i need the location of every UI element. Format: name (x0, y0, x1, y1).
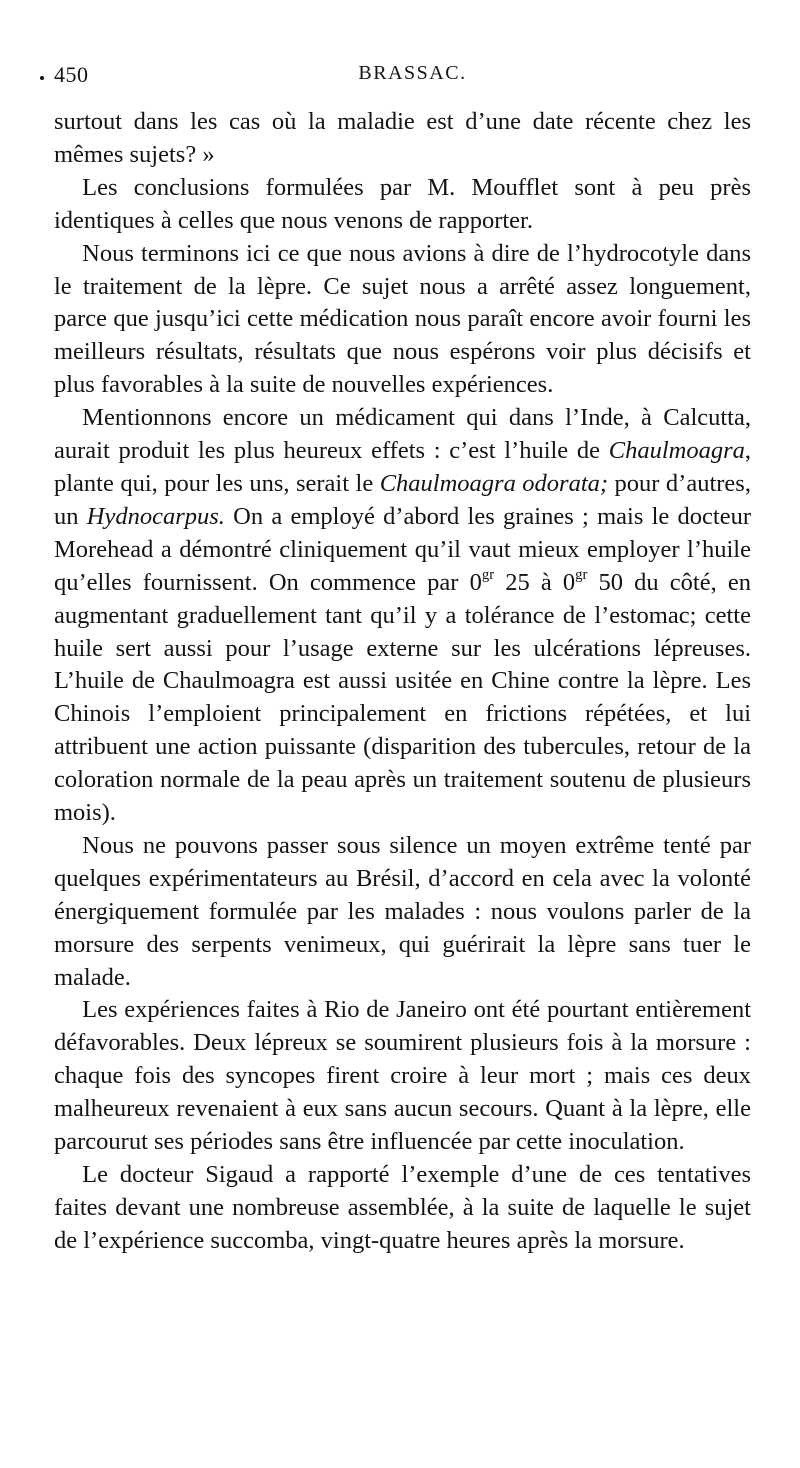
text-run: Mentionnons encore un médicament qui dans l’Inde, à Calcutta, aurait produit les plus heureux effets : c’est l’huile de (54, 404, 751, 465)
paragraph-serpents: Nous ne pouvons passer sous silence un moyen extrême tenté par quelques expérimentateurs au Brésil, d’accord en cela avec la volonté énergiquement formulée par les malades : nous voulons parler de la morsure des serpents venimeux, qui guérirait la lèpre sans tuer le malade. (54, 831, 751, 991)
text-run: , plante qui, pour les uns, serait le (54, 437, 751, 497)
text-run: 25 à 0 (494, 568, 576, 596)
text-run: pour d’autres, un (54, 469, 751, 530)
paragraph-conclusions: Les conclusions formulées par M. Moufflet sont à peu près identiques à celles que nous venons de rapporter. (54, 173, 751, 234)
page-number: 450 (54, 62, 89, 87)
italic-term-chaulmoagra: Chaulmoagra (608, 437, 745, 465)
running-head (54, 62, 751, 92)
paragraph-chaulmoagra (54, 402, 751, 830)
unit-superscript: gr (575, 566, 588, 583)
paragraph-sigaud: Le docteur Sigaud a rapporté l’exemple d’une de ces tentatives faites devant une nombreuse assemblée, à la suite de laquelle le sujet de l’expérience succomba, vingt-quatre heures après la morsure. (54, 1161, 751, 1254)
margin-dot (40, 76, 44, 80)
paragraph-continuation: surtout dans les cas où la maladie est d’une date récente chez les mêmes sujets? » (54, 108, 751, 168)
paragraph-rio-experiments: Les expériences faites à Rio de Janeiro ont été pourtant entièrement défavorables. Deux lépreux se soumirent plusieurs fois à la morsure : chaque fois des syncopes firent croire à leur mort ; mais ces deux malheureux revenaient à eux sans aucun secours. Quant à la lèpre, elle parcourut ses périodes sans être influencée par cette inoculation. (54, 996, 751, 1156)
text-run: 50 du côté, en augmentant graduellement tant qu’il y a tolérance de l’estomac; cette huile sert aussi pour l’usage externe sur les ulcérations lépreuses. L’huile de Chaulmoagra est aussi usitée en Chine contre la lèpre. Les Chinois l’emploient principalement en frictions répétées, et lui attribuent une action puissante (disparition des tubercules, retour de la coloration normale de la peau après un traitement soutenu de plusieurs mois). (54, 568, 751, 827)
running-title: BRASSAC. (358, 62, 467, 84)
text-run: On a employé d’abord les graines ; mais le docteur Morehead a démontré cliniquement qu’il vaut mieux employer l’huile qu’elles fournissent. On commence par 0 (54, 502, 752, 596)
italic-term-hydnocarpus: Hydnocarpus. (86, 502, 225, 530)
paragraph-hydrocotyle: Nous terminons ici ce que nous avions à dire de l’hydrocotyle dans le traitement de la lèpre. Ce sujet nous a arrêté assez longuement, parce que jusqu’ici cette médication nous paraît encore avoir fourni les meilleurs résultats, résultats que nous espérons voir plus décisifs et plus favorables à la suite de nouvelles expériences. (54, 239, 751, 399)
unit-superscript: gr (481, 566, 495, 583)
italic-term-chaulmoagra-odorata: Chaulmoagra odorata; (379, 469, 609, 497)
body-text (54, 106, 751, 1258)
